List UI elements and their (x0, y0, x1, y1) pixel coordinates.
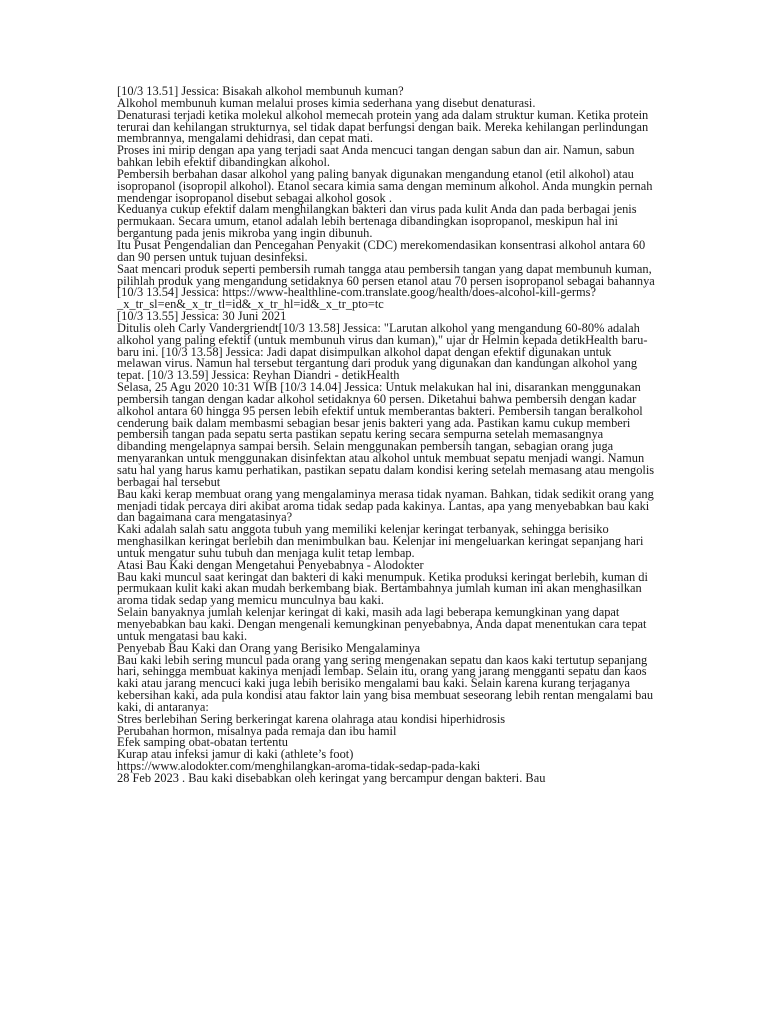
paragraph: Pembersih berbahan dasar alkohol yang paling banyak digunakan mengandung etanol (etil alkohol) atau isopropanol (isopropil alkohol). Etanol secara kimia sama dengan meminum alkohol. Anda mungkin pernah mendengar isopropanol disebut sebagai alkohol gosok . (117, 166, 653, 205)
list-item: Stres berlebihan Sering berkeringat karena olahraga atau kondisi hiperhidrosis (117, 711, 506, 726)
list-item: Kurap atau infeksi jamur di kaki (athlete’s foot) (117, 747, 354, 762)
paragraph: Keduanya cukup efektif dalam menghilangkan bakteri dan virus pada kulit Anda dan pada berbagai jenis permukaan. Secara umum, etanol adalah lebih bertenaga dibandingkan isopropanol, meskipun hal ini bergantung pada jenis mikroba yang ingin dibunuh. (117, 202, 637, 241)
paragraph: Bau kaki muncul saat keringat dan bakteri di kaki menumpuk. Ketika produksi keringat berlebih, kuman di permukaan kulit kaki akan mudah berkembang biak. Bertambahnya jumlah kuman ini akan menghasilkan aroma tidak sedap yang memicu munculnya bau kaki. (117, 569, 648, 608)
section-heading: Penyebab Bau Kaki dan Orang yang Berisiko Mengalaminya (117, 640, 421, 655)
url-line: [10/3 13.54] Jessica: https://www-healthline-com.translate.goog/health/does-alcohol-kill-germs?_x_tr_sl=en&_x_tr_tl=id&_x_tr_hl=id&_x_tr_pto=tc (117, 285, 596, 312)
paragraph: Alkohol membunuh kuman melalui proses kimia sederhana yang disebut denaturasi. (117, 95, 536, 110)
section-heading: Atasi Bau Kaki dengan Mengetahui Penyebabnya - Alodokter (117, 557, 424, 572)
list-item: Perubahan hormon, misalnya pada remaja dan ibu hamil (117, 723, 397, 738)
paragraph: [10/3 13.55] Jessica: 30 Juni 2021 (117, 309, 287, 324)
paragraph: Selasa, 25 Agu 2020 10:31 WIB [10/3 14.04] Jessica: Untuk melakukan hal ini, disarankan menggunakan pembersih tangan dengan kadar alkohol setidaknya 60 persen. Diketahui bahwa pembersih dengan kadar alkohol antara 60 hingga 95 persen lebih efektif untuk memberantas bakteri. Pembersih tangan beralkohol cenderung baik dalam membasmi sebagian besar jenis bakteri yang ada. Pastikan kamu cukup memberi pembersih tangan pada sepatu serta pastikan sepatu kering secara sempurna setelah memasangnya dibanding mengelapnya sampai bersih. Selain menggunakan pembersih tangan, sebagian orang juga menyarankan untuk menggunakan disinfektan atau alkohol untuk membuat sepatu menjadi wangi. Namun satu hal yang harus kamu perhatikan, pastikan sepatu dalam kondisi kering setelah memasang atau mengolis berbagai hal tersebut (117, 380, 655, 489)
paragraph: Bau kaki lebih sering muncul pada orang yang sering mengenakan sepatu dan kaos kaki tertutup sepanjang hari, sehingga membuat kakinya menjadi lembap. Selain itu, orang yang jarang mengganti sepatu dan kaos kaki atau jarang mencuci kaki juga lebih berisiko mengalami bau kaki. Selain karena kurang terjaganya kebersihan kaki, ada pula kondisi atau faktor lain yang bisa membuat seseorang lebih rentan mengalami bau kaki, di antaranya: (117, 652, 654, 714)
document-page (117, 86, 655, 785)
paragraph: Saat mencari produk seperti pembersih rumah tangga atau pembersih tangan yang dapat membunuh kuman, pilihlah produk yang mengandung setidaknya 60 persen etanol atau 70 persen isopropanol sebagai bahannya (117, 261, 655, 288)
paragraph: Selain banyaknya jumlah kelenjar keringat di kaki, masih ada lagi beberapa kemungkinan yang dapat menyebabkan bau kaki. Dengan mengenali kemungkinan penyebabnya, Anda dapat menentukan cara tepat untuk mengatasi bau kaki. (117, 605, 647, 643)
paragraph: Itu Pusat Pengendalian dan Pencegahan Penyakit (CDC) merekomendasikan konsentrasi alkohol antara 60 dan 90 persen untuk tujuan desinfeksi. (117, 237, 646, 264)
paragraph: Bau kaki kerap membuat orang yang mengalaminya merasa tidak nyaman. Bahkan, tidak sedikit orang yang menjadi tidak percaya diri akibat aroma tidak sedap pada kakinya. Lantas, apa yang menyebabkan bau kaki dan bagaimana cara mengatasinya? (117, 486, 654, 525)
url-line: https://www.alodokter.com/menghilangkan-aroma-tidak-sedap-pada-kaki (117, 759, 481, 774)
paragraph: Proses ini mirip dengan apa yang terjadi saat Anda mencuci tangan dengan sabun dan air. Namun, sabun bahkan lebih efektif dibandingkan alkohol. (117, 143, 635, 170)
paragraph: [10/3 13.51] Jessica: Bisakah alkohol membunuh kuman? (117, 84, 404, 98)
paragraph: Ditulis oleh Carly Vandergriendt[10/3 13.58] Jessica: "Larutan alkohol yang mengandung 60-80% adalah alkohol yang paling efektif (untuk membunuh virus dan kuman)," ujar dr Helmin kepada detikHealth baru-baru ini. [10/3 13.58] Jessica: Jadi dapat disimpulkan alkohol dapat dengan efektif digunakan untuk melawan virus. Namun hal tersebut tergantung dari produk yang digunakan dan kandungan alkohol yang tepat. [10/3 13.59] Jessica: Reyhan Diandri - detikHealth (117, 320, 648, 383)
paragraph: Kaki adalah salah satu anggota tubuh yang memiliki kelenjar keringat terbanyak, sehingga berisiko menghasilkan keringat berlebih dan menimbulkan bau. Kelenjar ini mengeluarkan keringat sepanjang hari untuk mengatur suhu tubuh dan menjaga kulit tetap lembap. (117, 522, 644, 560)
paragraph: Denaturasi terjadi ketika molekul alkohol memecah protein yang ada dalam struktur kuman. Ketika protein terurai dan kehilangan strukturnya, sel tidak dapat berfungsi dengan baik. Mereka kehilangan perlindungan membrannya, mengalami dehidrasi, dan cepat mati. (117, 107, 649, 146)
list-item: Efek samping obat-obatan tertentu (117, 735, 289, 750)
paragraph: 28 Feb 2023 . Bau kaki disebabkan oleh keringat yang bercampur dengan bakteri. Bau (117, 770, 546, 785)
